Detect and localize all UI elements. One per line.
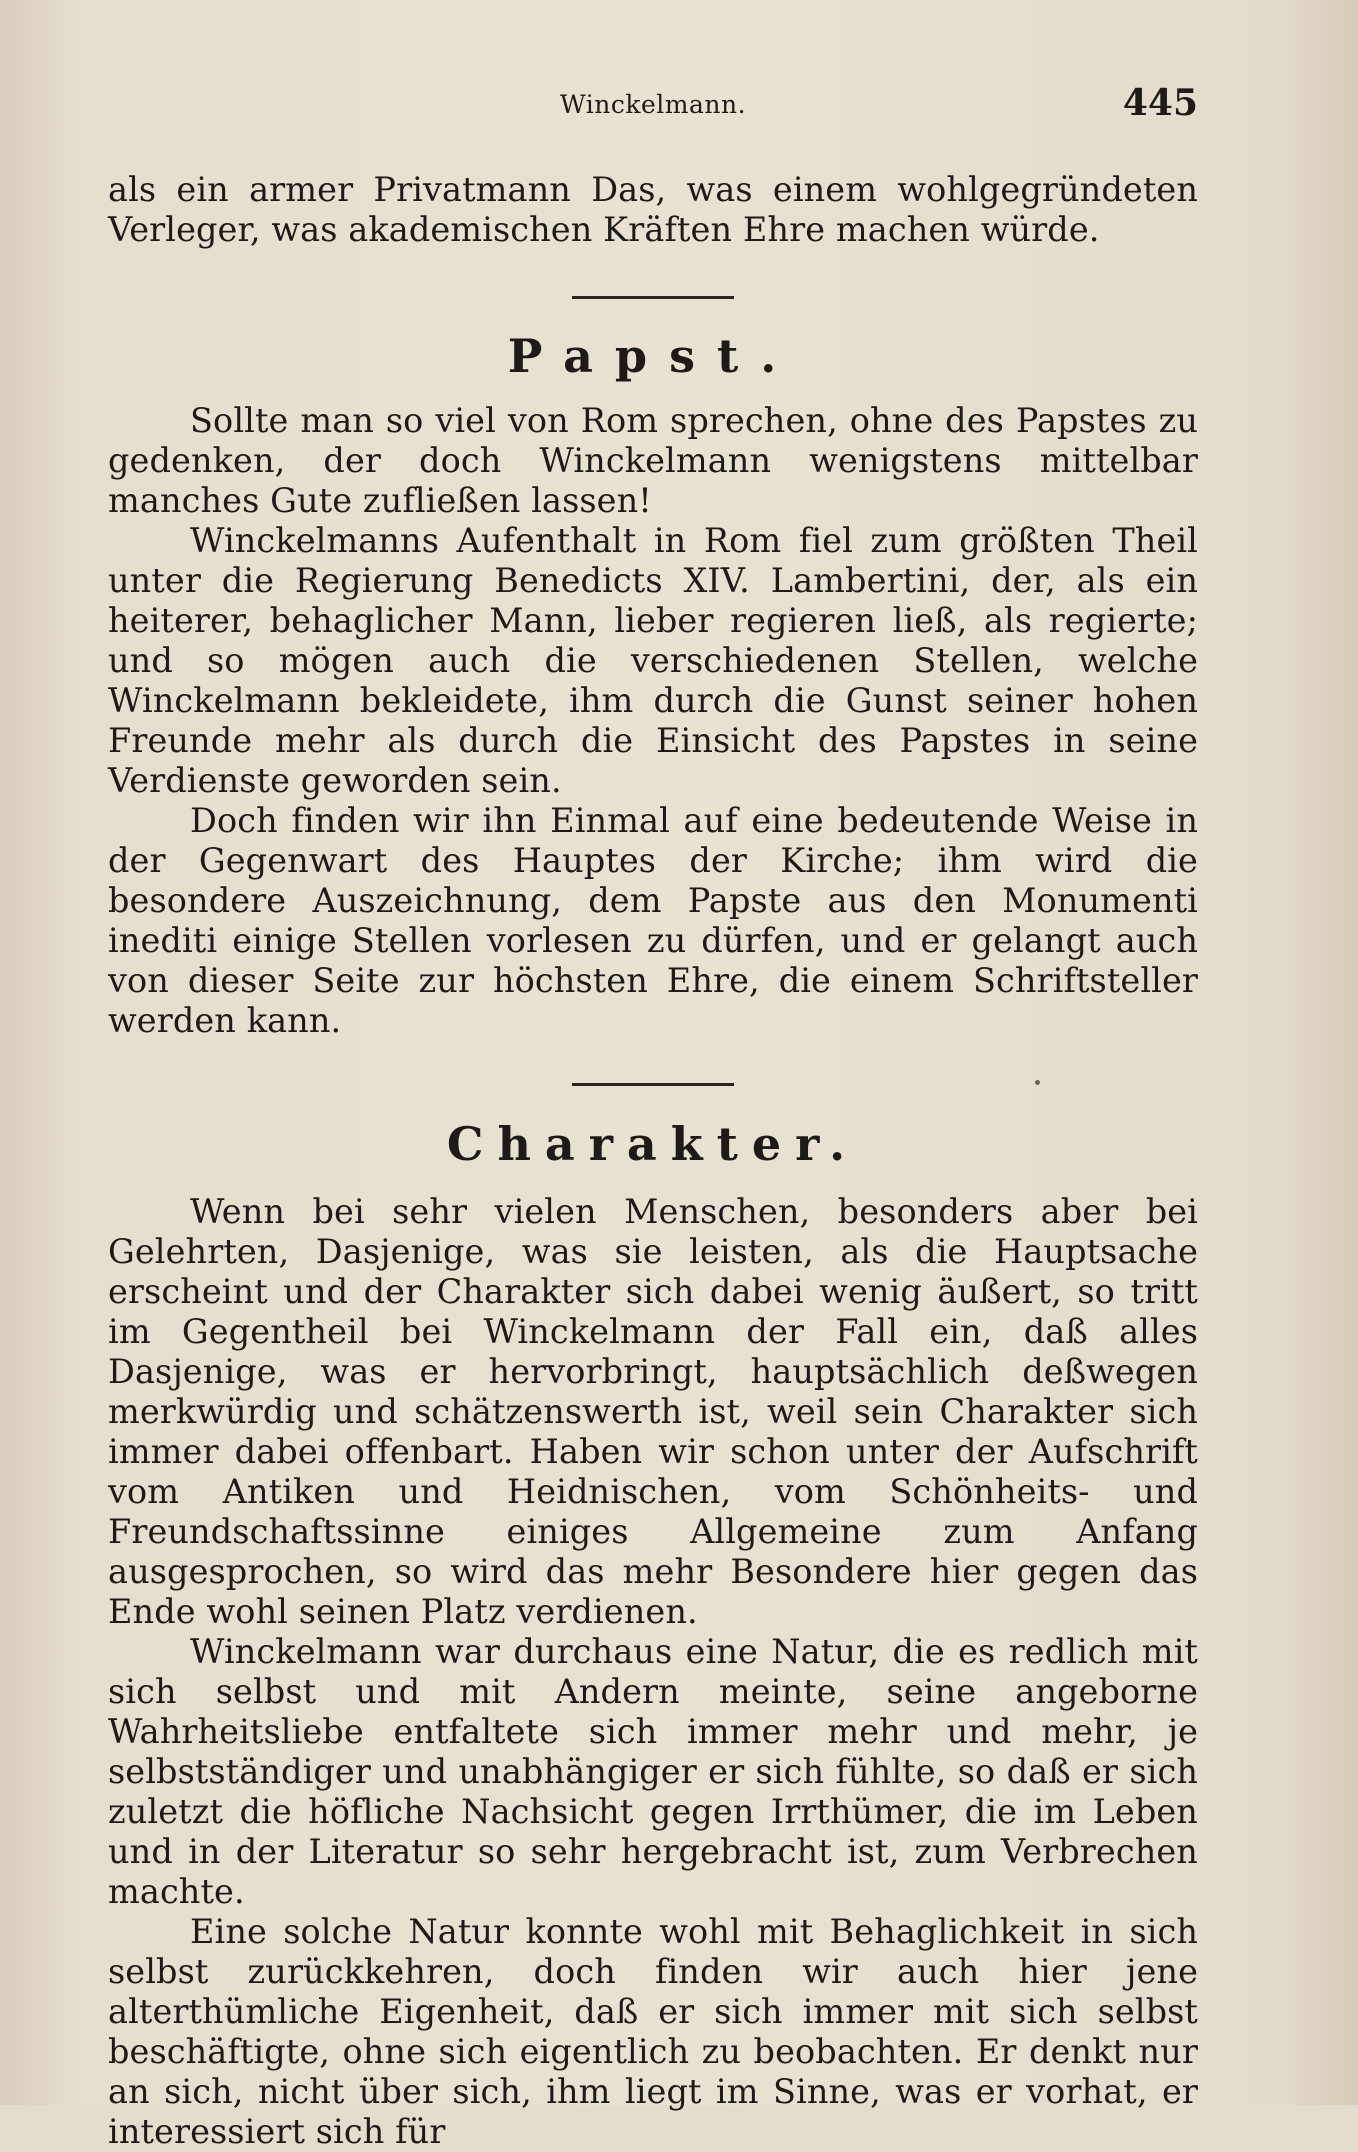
paragraph: Winckelmanns Aufenthalt in Rom fiel zum größten Theil unter die Regierung Benedicts XIV. Lambertini, der, als ein heiterer, behaglicher Mann, lieber regieren ließ, als regierte; und so mögen auch die verschiedenen Stellen, welche Winckelmann bekleidete, ihm durch die Gunst seiner hohen Freunde mehr als durch die Einsicht des Papstes in seine Verdienste geworden sein. [108,521,1198,800]
paragraph: Wenn bei sehr vielen Menschen, besonders aber bei Gelehrten, Dasjenige, was sie leisten, als die Hauptsache erscheint und der Charakter sich dabei wenig äußert, so tritt im Gegentheil bei Winckelmann der Fall ein, daß alles Dasjenige, was er hervorbringt, hauptsächlich deßwegen merkwürdig und schätzenswerth ist, weil sein Charakter sich immer dabei offenbart. Haben wir schon unter der Aufschrift vom Antiken und Heidnischen, vom Schönheits- und Freundschaftssinne einiges Allgemeine zum Anfang ausgesprochen, so wird das mehr Besondere hier gegen das Ende wohl seinen Platz verdienen. [108,1192,1198,1631]
section-papst-text [108,401,1198,1041]
page-number: 445 [1122,82,1198,124]
paragraph: Winckelmann war durchaus eine Natur, die es redlich mit sich selbst und mit Andern meinte, seine angeborne Wahrheitsliebe entfaltete sich immer mehr und mehr, je selbstständiger und unabhängiger er sich fühlte, so daß er sich zuletzt die höfliche Nachsicht gegen Irrthümer, die im Leben und in der Literatur so sehr hergebracht ist, zum Verbrechen machte. [108,1632,1198,1911]
paragraph: Eine solche Natur konnte wohl mit Behaglichkeit in sich selbst zurückkehren, doch finden wir auch hier jene alterthümliche Eigenheit, daß er sich immer mit sich selbst beschäftigte, ohne sich eigentlich zu beobachten. Er denkt nur an sich, nicht über sich, ihm liegt im Sinne, was er vorhat, er interessiert sich für [108,1912,1198,2151]
continued-text [108,170,1198,250]
running-head: Winckelmann. [559,90,747,119]
section-heading-papst: Papst. [507,329,799,383]
paragraph: als ein armer Privatmann Das, was einem wohlgegründeten Verleger, was akademischen Kräften Ehre machen würde. [108,170,1198,249]
section-divider [572,296,734,299]
page-header [108,82,1198,132]
page-body [108,170,1198,2152]
paragraph: Sollte man so viel von Rom sprechen, ohne des Papstes zu gedenken, der doch Winckelmann wenigstens mittelbar manches Gute zufließen lassen! [108,401,1198,520]
section-heading-charakter: Charakter. [446,1117,860,1171]
paragraph: Doch finden wir ihn Einmal auf eine bedeutende Weise in der Gegenwart des Hauptes der Kirche; ihm wird die besondere Auszeichnung, dem Papste aus den Monumenti inediti einige Stellen vorlesen zu dürfen, und er gelangt auch von dieser Seite zur höchsten Ehre, die einem Schriftsteller werden kann. [108,801,1198,1040]
section-divider [572,1083,734,1086]
paper-speck [1035,1080,1040,1085]
section-charakter-text [108,1192,1198,2152]
